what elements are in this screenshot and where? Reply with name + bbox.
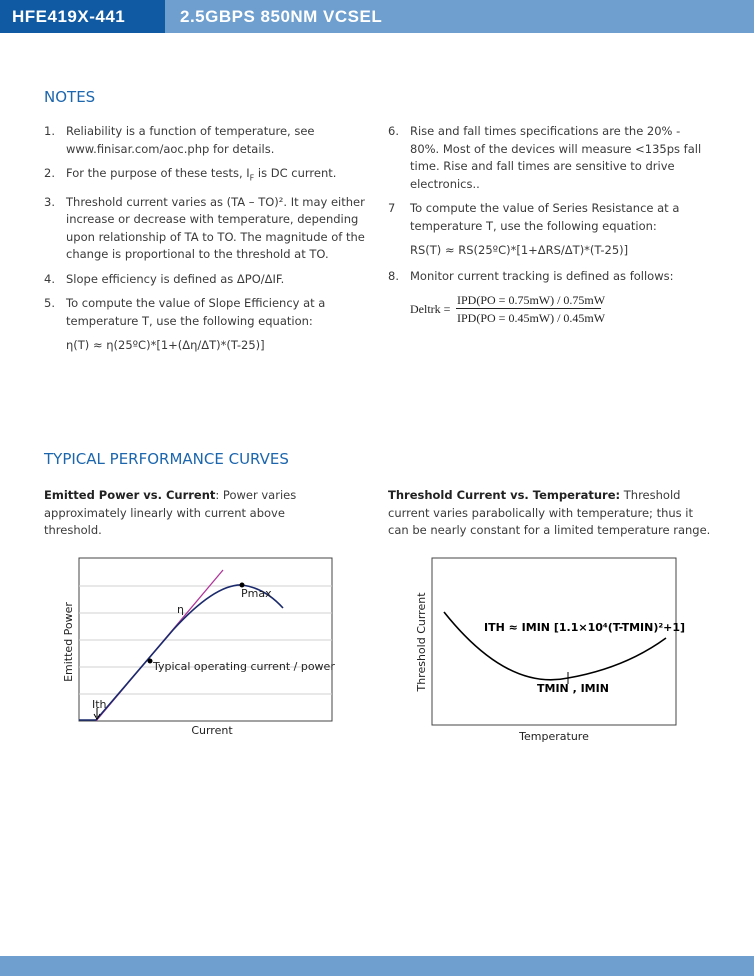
x-axis-label: Current bbox=[191, 724, 233, 737]
curves-title: TYPICAL PERFORMANCE CURVES bbox=[44, 450, 289, 468]
threshold-current-chart bbox=[410, 550, 690, 750]
minimum-label: TMIN , IMIN bbox=[537, 682, 609, 695]
notes-title: NOTES bbox=[44, 88, 96, 106]
operating-point bbox=[148, 659, 153, 664]
series-resistance-formula: RS(T) ≈ RS(25ºC)*[1+ΔRS/ΔT)*(T-25)] bbox=[410, 243, 629, 257]
notes-right-column bbox=[388, 123, 710, 326]
eta-label: η bbox=[177, 603, 184, 616]
y-axis-label: Emitted Power bbox=[62, 602, 75, 682]
deltrk-formula: Deltrk = IPD(PO = 0.75mW) / 0.75mW IPD(PO = 0.45mW) / 0.45mW bbox=[410, 293, 606, 325]
note-2: 2. For the purpose of these tests, $I_F$ is DC current. bbox=[44, 166, 337, 183]
note-6: 6. Rise and fall times specifications are the 20% - 80%. Most of the devices will measure <135ps fall time. Rise and fall times are sensitive to drive electronics.. bbox=[388, 124, 702, 191]
note-8: 8. Monitor current tracking is defined as follows: bbox=[388, 268, 674, 283]
note-5: 5. To compute the value of Slope Efficiency at a temperature T, use the following equation: bbox=[44, 296, 326, 328]
page-header bbox=[0, 0, 754, 33]
note-1: 1. Reliability is a function of temperature, see www.finisar.com/aoc.php for details. bbox=[44, 124, 315, 156]
part-number: HFE419X-441 bbox=[12, 7, 126, 26]
slope-efficiency-formula: η(T) ≈ η(25ºC)*[1+(Δη/ΔT)*(T-25)] bbox=[66, 338, 265, 353]
formula-label: ITH ≈ IMIN [1.1×10⁴(T-TMIN)²+1] bbox=[484, 621, 686, 634]
note-3: 3. Threshold current varies as (TA – TO)². It may either increase or decrease with temperature, depending upon relationship of TA to TO. The magnitude of the change is proportional to the threshold at TO. bbox=[44, 194, 365, 262]
caption-threshold-current: Threshold Current vs. Temperature: Threshold current varies parabolically with temperature; thus it can be nearly constant for a limited temperature range. bbox=[388, 488, 711, 537]
notes-left-column bbox=[44, 123, 369, 355]
pmax-label: Pmax bbox=[241, 587, 272, 600]
caption-emitted-power: Emitted Power vs. Current: Power varies approximately linearly with current above threshold. bbox=[44, 488, 297, 537]
emitted-power-chart bbox=[55, 550, 345, 745]
chart-frame bbox=[432, 558, 676, 725]
part-number-block bbox=[0, 0, 165, 33]
y-axis-label: Threshold Current bbox=[415, 592, 428, 692]
operating-label: Typical operating current / power bbox=[153, 660, 335, 673]
product-title bbox=[180, 7, 382, 27]
ith-label: Ith bbox=[92, 698, 107, 711]
note-7: 7 To compute the value of Series Resistance at a temperature T, use the following equation: bbox=[388, 201, 680, 233]
note-4: 4. Slope efficiency is defined as ΔPO/ΔIF. bbox=[44, 271, 285, 286]
page-footer bbox=[0, 956, 754, 976]
product-name: 2.5GBPS 850NM VCSEL bbox=[180, 7, 383, 26]
x-axis-label: Temperature bbox=[519, 730, 589, 743]
